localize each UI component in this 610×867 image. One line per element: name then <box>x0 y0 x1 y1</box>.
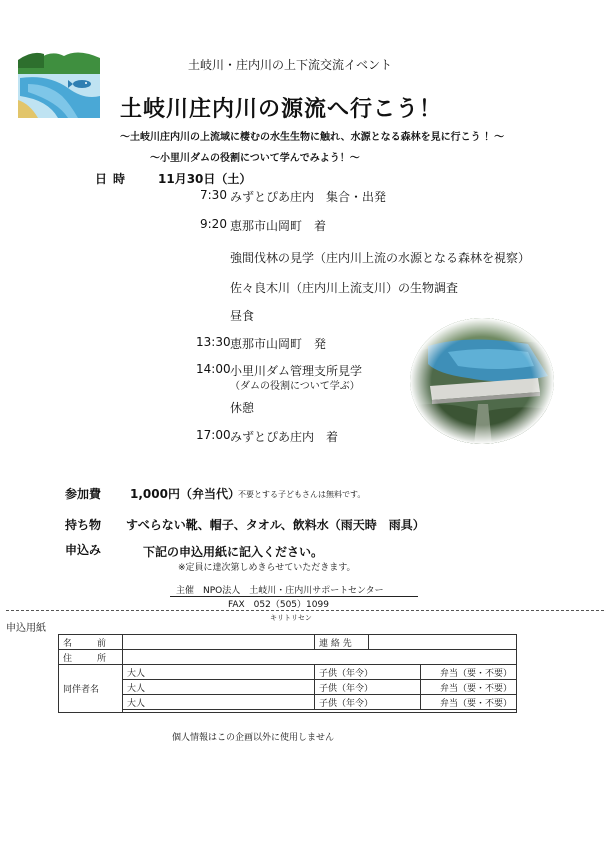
organizer-line: 主催 NPO法人 土岐川・庄内川サポートセンター <box>176 586 384 596</box>
contact-label: 連 絡 先 <box>315 635 369 650</box>
privacy-note: 個人情報はこの企画以外に使用しません <box>172 733 335 743</box>
lunch-choice[interactable]: 弁当（要・不要） <box>421 680 517 695</box>
event-tagline-2: ～小里川ダムの役割について学んでみよう！～ <box>150 153 360 164</box>
schedule-time: 7:30 <box>200 188 227 202</box>
schedule-time: 9:20 <box>200 217 227 231</box>
form-title: 申込用紙 <box>6 623 46 634</box>
event-subtitle: 土岐川・庄内川の上下流交流イベント <box>188 58 393 72</box>
event-tagline-1: ～土岐川庄内川の上流域に棲むの水生生物に触れ、水源となる森林を見に行こう ！～ <box>120 132 505 143</box>
fee-note: 不要とする子どもさんは無料です。 <box>238 490 366 499</box>
form-bottom-row <box>123 710 517 713</box>
date-value: 11月30日（土） <box>158 172 252 186</box>
organizer-fax: FAX 052（505）1099 <box>228 600 329 610</box>
event-title: 土岐川庄内川の源流へ行こう！ <box>120 97 443 122</box>
fee-value: 1,000円（弁当代） <box>130 487 240 501</box>
schedule-text: 恵那市山岡町 発 <box>230 337 327 351</box>
date-label: 日時 <box>95 172 132 186</box>
companion-adult-field[interactable] <box>123 695 315 710</box>
schedule-text: （ダムの役割について学ぶ） <box>230 381 360 392</box>
child-label: 子供（年令） <box>319 683 374 694</box>
schedule-time: 13:30 <box>196 335 231 349</box>
child-label: 子供（年令） <box>319 668 374 679</box>
lunch-choice[interactable]: 弁当（要・不要） <box>421 695 517 710</box>
application-form <box>58 634 517 713</box>
river-logo-illustration <box>18 44 100 118</box>
name-field[interactable] <box>123 635 315 650</box>
schedule-text: 強間伐林の見学（庄内川上流の水源となる森林を視察） <box>230 251 531 265</box>
fee-label: 参加費 <box>65 487 102 501</box>
companion-child-field[interactable] <box>315 695 421 710</box>
dam-photo <box>408 316 556 446</box>
child-label: 子供（年令） <box>319 698 374 709</box>
name-label: 名 前 <box>59 635 123 650</box>
companion-adult-field[interactable] <box>123 680 315 695</box>
contact-field[interactable] <box>369 635 517 650</box>
apply-value: 下記の申込用紙に記入ください。 <box>143 545 324 559</box>
cut-label: キリトリセン <box>270 614 312 622</box>
schedule-time: 14:00 <box>196 362 231 376</box>
address-label: 住 所 <box>59 650 123 665</box>
schedule-text: 小里川ダム管理支所見学 <box>230 364 363 378</box>
companion-adult-field[interactable] <box>123 665 315 680</box>
cut-line <box>6 610 604 611</box>
schedule-text: 佐々良木川（庄内川上流支川）の生物調査 <box>230 281 459 295</box>
adult-label: 大人 <box>127 668 146 679</box>
lunch-choice[interactable]: 弁当（要・不要） <box>421 665 517 680</box>
apply-note: ※定員に達次第しめきらせていただきます。 <box>178 563 356 573</box>
schedule-text: みずとぴあ庄内 集合・出発 <box>230 190 387 204</box>
companion-label: 同伴者名 <box>59 665 123 713</box>
companion-child-field[interactable] <box>315 680 421 695</box>
items-label: 持ち物 <box>65 518 102 532</box>
schedule-text: みずとぴあ庄内 着 <box>230 430 339 444</box>
schedule-time: 17:00 <box>196 428 231 442</box>
apply-label: 申込み <box>65 543 102 557</box>
adult-label: 大人 <box>127 698 146 709</box>
adult-label: 大人 <box>127 683 146 694</box>
schedule-text: 昼食 <box>230 309 255 323</box>
items-value: すべらない靴、帽子、タオル、飲料水（雨天時 雨具） <box>126 518 425 532</box>
schedule-text: 休憩 <box>230 401 255 415</box>
companion-child-field[interactable] <box>315 665 421 680</box>
address-field[interactable] <box>123 650 517 665</box>
schedule-text: 恵那市山岡町 着 <box>230 219 327 233</box>
